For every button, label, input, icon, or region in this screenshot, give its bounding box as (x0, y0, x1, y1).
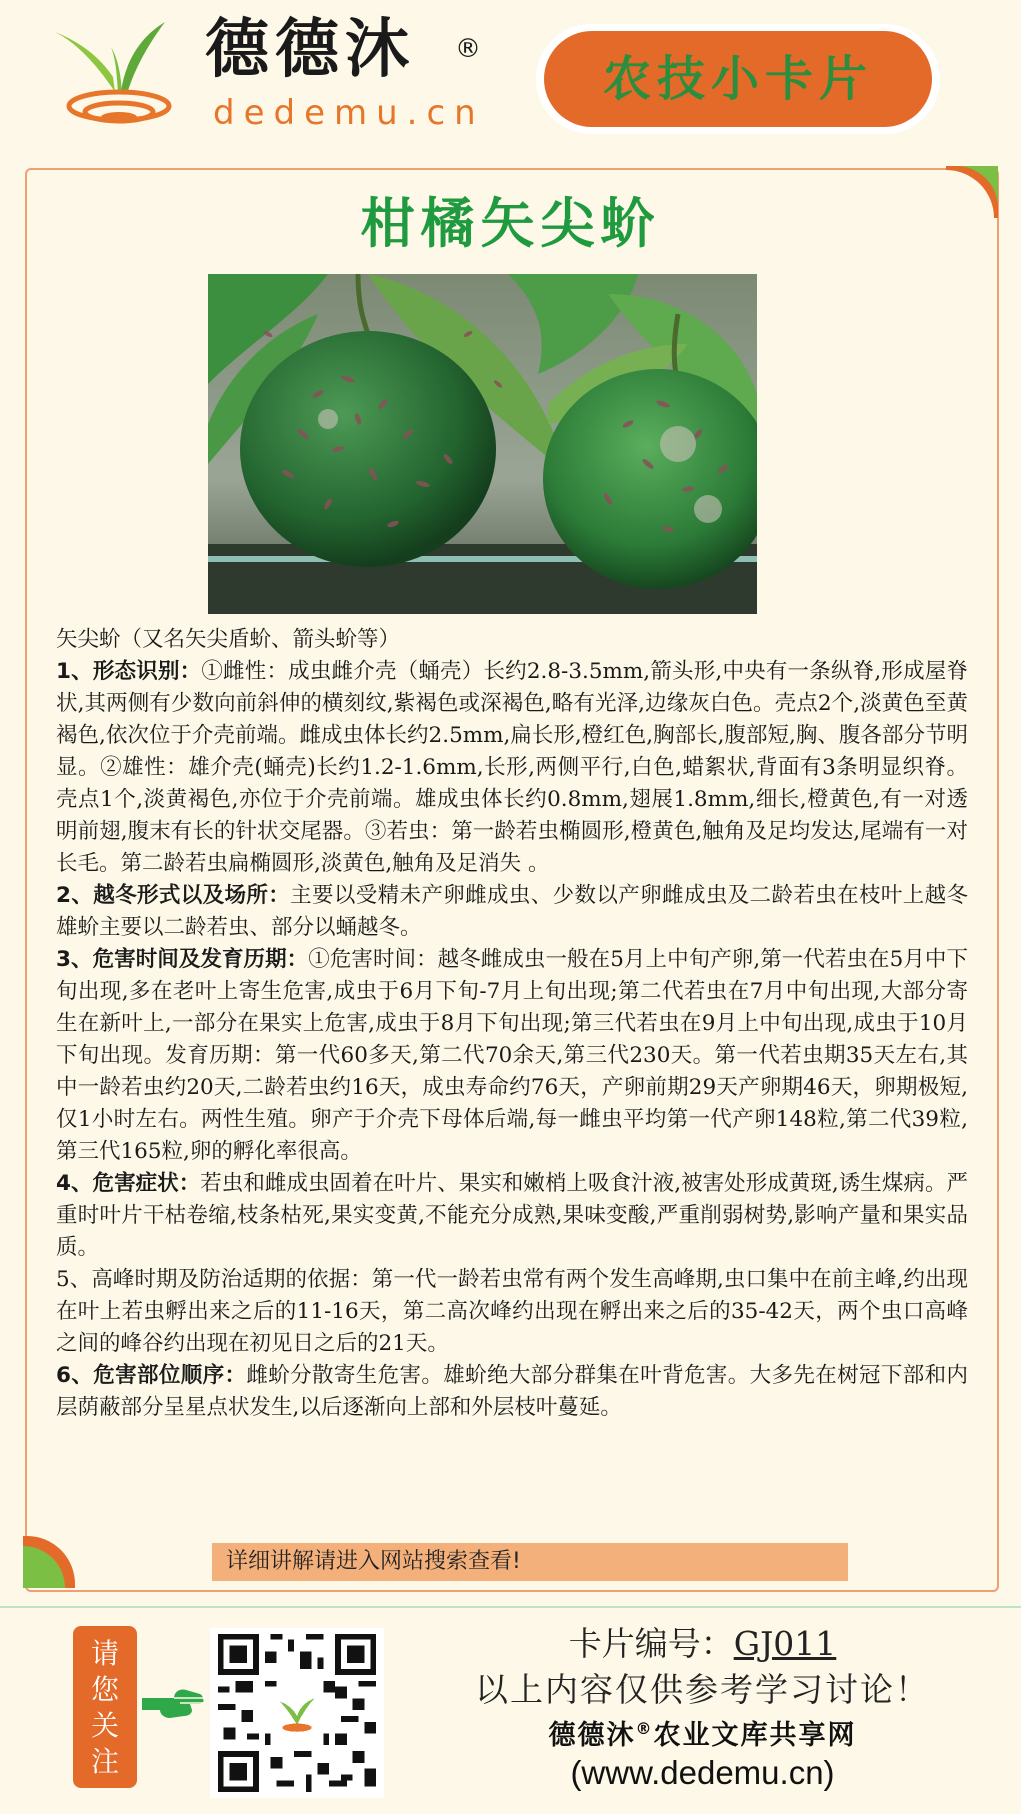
notice-banner: 详细讲解请进入网站搜索查看! (212, 1543, 848, 1581)
section-text: 雌蚧分散寄生危害。雄蚧绝大部分群集在叶背危害。大多先在树冠下部和内层荫蔽部分呈星点状发生,以后逐渐向上部和外层枝叶蔓延。 (56, 1363, 968, 1420)
footer-divider (0, 1606, 1021, 1608)
card-number (384, 1618, 1021, 1665)
card-body (56, 624, 968, 1424)
sprout-logo-icon (55, 22, 195, 132)
section-timing (56, 944, 968, 1168)
section-text: 主要以受精未产卵雌成虫、少数以产卵雌成虫及二龄若虫在枝叶上越冬雄蚧主要以二龄若虫、部分以蛹越冬。 (56, 883, 968, 940)
citrus-scale-photo (208, 274, 757, 614)
section-heading: 6、危害部位顺序： (56, 1363, 247, 1388)
section-text: ①危害时间：越冬雌成虫一般在5月上中旬产卵,第一代若虫在5月中下旬出现,多在老叶上寄生危害,成虫于6月下旬-7月上旬出现;第二代若虫在7月中旬出现,大部分寄生在新叶上,一部分在果实上危害,成虫于8月下旬出现;第三代若虫在9月上中旬出现,成虫于10月下旬出现。发育历期：第一代60多天,第二代70余天,第三代230天。第一代若虫期35天左右,其中一龄若虫约20天,二龄若虫约16天，成虫寿命约76天，产卵前期29天产卵期46天，卵期极短,仅1小时左右。两性生殖。卵产于介壳下母体后端,每一雌虫平均第一代产卵148粒,第二代39粒,第三代165粒,卵的孵化率很高。 (56, 947, 968, 1164)
section-text: 若虫和雌成虫固着在叶片、果实和嫩梢上吸食汁液,被害处形成黄斑,诱生煤病。严重时叶片干枯卷缩,枝条枯死,果实变黄,不能充分成熟,果味变酸,严重削弱树势,影响产量和果实品质。 (56, 1171, 968, 1260)
brand-url: dedemu.cn (213, 93, 485, 133)
section-symptoms (56, 1168, 968, 1264)
brand-name: 德德沐 (205, 13, 415, 87)
follow-char: 注 (90, 1745, 119, 1778)
follow-char: 请 (90, 1637, 119, 1670)
card-number-code: GJ011 (733, 1624, 837, 1663)
library-suffix: 农业文库共享网 (653, 1720, 857, 1751)
corner-decoration-icon (23, 1536, 75, 1588)
section-heading: 3、危害时间及发育历期： (56, 947, 309, 972)
follow-char: 您 (90, 1673, 119, 1706)
library-prefix: 德德沐 (548, 1720, 636, 1751)
registered-mark: ® (455, 34, 481, 64)
section-heading: 2、越冬形式以及场所： (56, 883, 291, 908)
badge-label: 农技小卡片 (602, 51, 873, 107)
section-text: ①雌性：成虫雌介壳（蛹壳）长约2.8-3.5mm,箭头形,中央有一条纵脊,形成屋脊状,其两侧有少数向前斜伸的横刻纹,紫褐色或深褐色,略有光泽,边缘灰白色。壳点2个,淡黄色至黄褐色,依次位于介壳前端。雌成虫体长约2.5mm,扁长形,橙红色,胸部长,腹部短,胸、腹各部分节明显。②雄性：雄介壳(蛹壳)长约1.2-1.6mm,长形,两侧平行,白色,蜡絮状,背面有3条明显织脊。壳点1个,淡黄褐色,亦位于介壳前端。雄成虫体长约0.8mm,翅展1.8mm,细长,橙黄色,有一对透明前翅,腹末有长的针状交尾器。③若虫：第一龄若虫椭圆形,橙黄色,触角及足均发达,尾端有一对长毛。第二龄若虫扁椭圆形,淡黄色,触角及足消失 。 (56, 659, 968, 876)
section-peak (56, 1264, 968, 1360)
library-reg: ® (635, 1719, 654, 1738)
section-text: 5、高峰时期及防治适期的依据：第一代一龄若虫常有两个发生高峰期,虫口集中在前主峰,约出现在叶上若虫孵出来之后的11-16天，第二高次峰约出现在孵出来之后的35-42天，两个虫口高峰之间的峰谷约出现在初见日之后的21天。 (56, 1267, 968, 1356)
card-title: 柑橘矢尖蚧 (360, 192, 661, 255)
section-heading: 4、危害症状： (56, 1171, 201, 1196)
section-heading: 1、形态识别： (56, 659, 202, 684)
pointing-hand-icon (140, 1680, 206, 1726)
section-overwintering (56, 880, 968, 944)
qr-code[interactable] (210, 1628, 384, 1798)
disclaimer: 以上内容仅供参考学习讨论！ (475, 1670, 930, 1709)
section-morphology (56, 656, 968, 880)
card-number-label: 卡片编号： (568, 1624, 734, 1663)
section-location (56, 1360, 968, 1424)
follow-label (73, 1636, 137, 1780)
follow-char: 关 (90, 1709, 119, 1742)
intro-line: 矢尖蚧（又名矢尖盾蚧、箭头蚧等） (56, 627, 401, 652)
library-name (384, 1713, 1021, 1752)
library-url[interactable]: (www.dedemu.cn) (570, 1754, 835, 1791)
